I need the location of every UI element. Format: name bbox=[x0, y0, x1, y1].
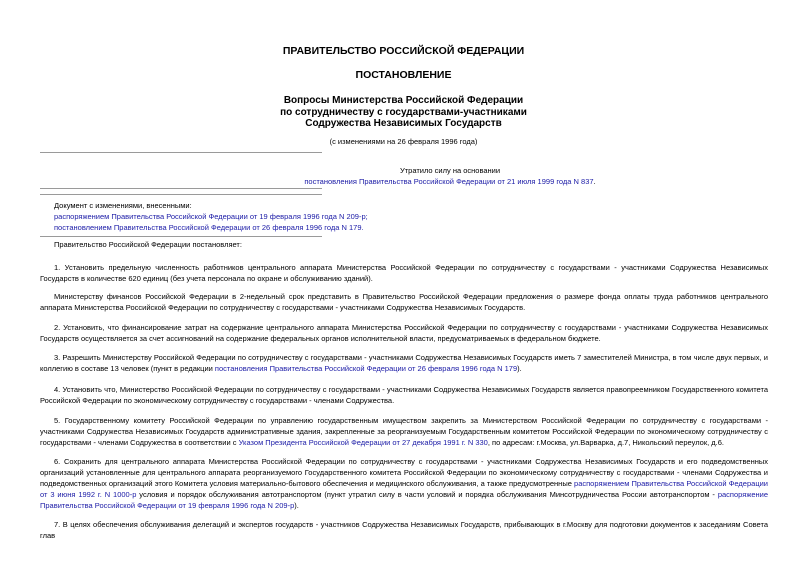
amendments-heading: Документ с изменениями, внесенными: bbox=[54, 201, 192, 210]
document-title bbox=[0, 95, 807, 130]
paragraph-2: 2. Установить, что финансирование затрат на содержание центрального аппарата Министерства Российской Федерации по сотрудничеству с государствами - участниками Содружества Независимых Государств осуществляется за счет ассигнований на содержание федеральных органов исполнительной власти, предусматриваемых в федеральном бюджете. bbox=[40, 323, 768, 343]
paragraph-5 bbox=[40, 415, 768, 448]
paragraph-text: условия и порядок обслуживания автотранспортом (пункт утратил силу в части условий и порядка обслуживания Минсотрудничества России автотранспортом - bbox=[136, 490, 718, 499]
decree-intro: Правительство Российской Федерации постановляет: bbox=[54, 240, 242, 249]
paragraph-text: , по адресам: г.Москва, ул.Варварка, д.7, Никольский переулок, д.6. bbox=[487, 438, 724, 447]
government-heading: ПРАВИТЕЛЬСТВО РОССИЙСКОЙ ФЕДЕРАЦИИ bbox=[282, 45, 525, 57]
title-line: Содружества Независимых Государств bbox=[305, 118, 502, 129]
divider bbox=[40, 236, 322, 237]
paragraph-text: 3. Разрешить Министерству Российской Федерации по сотрудничеству с государствами - участниками Содружества Независимых Государств иметь 7 заместителей Министра, в том числе двух первых, и коллегию в составе 13 человек (пункт в редакции bbox=[40, 353, 768, 373]
document-type-heading: ПОСТАНОВЛЕНИЕ bbox=[355, 69, 452, 81]
paragraph-6 bbox=[40, 456, 768, 511]
paragraph-1: 1. Установить предельную численность работников центрального аппарата Министерства Российской Федерации по сотрудничеству с государствами - участниками Содружества Независимых Государств в количестве 620 единиц (без учета персонала по охране и обслуживанию зданий). bbox=[40, 263, 768, 283]
paragraph-1b: Министерству финансов Российской Федерации в 2-недельный срок представить в Правительство Российской Федерации предложения о размере фонда оплаты труда работников центрального аппарата Министерства Российской Федерации по сотрудничеству с государствами - участниками Содружества Независимых Государств. bbox=[40, 292, 768, 312]
amendment-link[interactable]: распоряжением Правительства Российской Федерации от 19 февраля 1996 года N 209-р; bbox=[54, 212, 368, 221]
paragraph-text: ). bbox=[517, 364, 522, 373]
divider bbox=[40, 152, 322, 153]
divider bbox=[40, 188, 322, 189]
paragraph-7: 7. В целях обеспечения обслуживания делегаций и экспертов государств - участников Содружества Независимых Государств, прибывающих в г.Москву для подготовки документов к заседаниям Совета глав bbox=[40, 520, 768, 540]
repeal-link-line bbox=[240, 176, 660, 188]
repeal-link-dot: . bbox=[593, 177, 596, 186]
paragraph-link[interactable]: распоряжение Правительства Российской Федерации от 19 февраля 1996 года N 209-р bbox=[40, 490, 769, 510]
paragraph-link[interactable]: постановления Правительства Российской Федерации от 26 февраля 1996 года N 179 bbox=[214, 364, 518, 373]
repeal-note: Утратило силу на основании bbox=[399, 166, 501, 175]
paragraph-text: 5. Государственному комитету Российской Федерации по управлению государственным имуществом закрепить за Министерством Российской Федерации по сотрудничеству с государствами - участниками Содружества Независимых Государств административные здания, закрепленные за реорганизуемым Государственным комитетом Российской Федерации по экономическому сотрудничеству с государствами - членами Содружества в соответствии с bbox=[40, 416, 768, 447]
paragraph-link[interactable]: распоряжением Правительства Российской Федерации от 3 июня 1992 г. N 1000-р bbox=[40, 479, 768, 499]
paragraph-text: ). bbox=[294, 501, 299, 510]
title-line: по сотрудничеству с государствами-участниками bbox=[280, 106, 527, 118]
paragraph-3 bbox=[40, 352, 768, 374]
paragraph-text: 6. Сохранить для центрального аппарата Министерства Российской Федерации по сотрудничеству с государствами - участниками Содружества Независимых Государств и его подведомственных организаций установленные для центрального аппарата реорганизуемого Государственного комитета Российской Федерации по экономическому сотрудничеству с государствами - членами Содружества и подведомственных организаций этого Комитета условия материально-бытового обеспечения и медицинского обслуживания, а также предусмотренные bbox=[40, 457, 768, 488]
amendment-link[interactable]: постановлением Правительства Российской Федерации от 26 февраля 1996 года N 179. bbox=[54, 223, 364, 232]
repeal-link[interactable]: постановления Правительства Российской Федерации от 21 июля 1999 года N 837 bbox=[304, 177, 594, 186]
changes-note: (с изменениями на 26 февраля 1996 года) bbox=[329, 137, 478, 146]
divider bbox=[40, 194, 322, 195]
title-line: Вопросы Министерства Российской Федерации bbox=[283, 95, 524, 106]
paragraph-4: 4. Установить что, Министерство Российской Федерации по сотрудничеству с государствами - участниками Содружества Независимых Государств является правопреемником Государственного комитета Российской Федерации по экономическому сотрудничеству с государствами - членами Содружества. bbox=[40, 385, 768, 405]
paragraph-link[interactable]: Указом Президента Российской Федерации от 27 декабря 1991 г. N 330 bbox=[238, 438, 488, 447]
